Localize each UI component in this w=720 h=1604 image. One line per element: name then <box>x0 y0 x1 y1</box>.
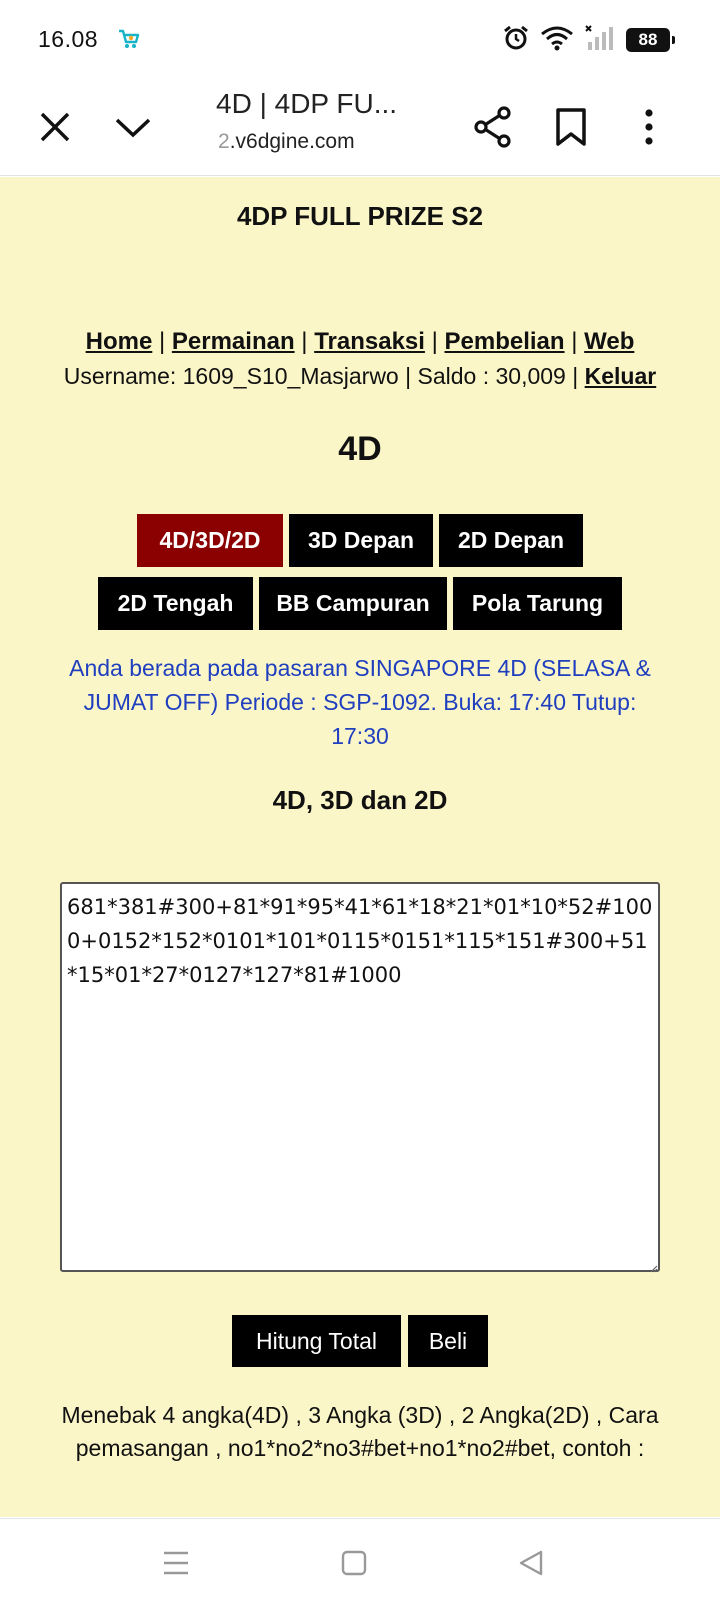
menu-icon[interactable] <box>156 1543 196 1583</box>
wifi-icon <box>540 24 574 57</box>
page-tab-title[interactable]: 4D | 4DP FU... <box>216 88 398 119</box>
address-bar[interactable] <box>218 130 355 154</box>
tab-pola-tarung[interactable]: Pola Tarung <box>453 577 622 630</box>
username-label: Username: <box>63 363 183 389</box>
close-icon[interactable] <box>25 97 85 157</box>
logout-link[interactable]: Keluar <box>584 363 657 389</box>
shopping-app-icon <box>116 26 142 52</box>
nav-link-web[interactable]: Web <box>584 328 635 355</box>
beli-button[interactable]: Beli <box>408 1315 488 1367</box>
bookmark-icon[interactable] <box>541 97 601 157</box>
user-info <box>0 363 720 390</box>
nav-separator: | <box>564 328 585 355</box>
tab-4d-3d-2d[interactable]: 4D/3D/2D <box>137 514 283 567</box>
url-domain: .v6dgine.com <box>229 130 355 153</box>
battery-icon: 88 <box>626 28 670 52</box>
tab-3d-depan[interactable]: 3D Depan <box>289 514 433 567</box>
nav-link-pembelian[interactable]: Pembelian <box>444 328 565 355</box>
bet-input[interactable] <box>60 882 660 1272</box>
site-nav <box>0 328 720 356</box>
game-title: 4D <box>338 430 382 468</box>
back-triangle-icon[interactable] <box>511 1543 551 1583</box>
web-page <box>0 177 720 1517</box>
user-separator: | <box>565 363 585 389</box>
status-time: 16.08 <box>38 26 99 52</box>
tab-bb-campuran[interactable]: BB Campuran <box>259 577 447 630</box>
resize-handle-icon[interactable] <box>648 1260 658 1270</box>
signal-icon <box>584 24 616 57</box>
nav-separator: | <box>294 328 315 355</box>
more-vert-icon[interactable] <box>619 97 679 157</box>
saldo-value: 30,009 <box>495 363 566 389</box>
browser-toolbar <box>0 78 720 176</box>
status-bar <box>0 0 720 78</box>
market-info: Anda berada pada pasaran SINGAPORE 4D (SELASA & JUMAT OFF) Periode : SGP-1092. Buka: 17:40 Tutup: 17:30 <box>69 655 651 749</box>
site-title: 4DP FULL PRIZE S2 <box>236 201 484 231</box>
url-prefix: 2 <box>218 130 230 153</box>
nav-separator: | <box>152 328 172 355</box>
nav-link-home[interactable]: Home <box>85 328 153 355</box>
nav-link-transaksi[interactable]: Transaksi <box>314 328 425 355</box>
home-square-icon[interactable] <box>334 1543 374 1583</box>
tab-2d-depan[interactable]: 2D Depan <box>439 514 583 567</box>
hitung-total-button[interactable]: Hitung Total <box>232 1315 401 1367</box>
chevron-down-icon[interactable] <box>103 97 163 157</box>
section-title: 4D, 3D dan 2D <box>272 785 448 815</box>
alarm-icon <box>502 24 530 57</box>
nav-link-permainan[interactable]: Permainan <box>171 328 295 355</box>
saldo-label: | Saldo : <box>398 363 496 389</box>
nav-separator: | <box>424 328 445 355</box>
tab-2d-tengah[interactable]: 2D Tengah <box>98 577 253 630</box>
share-icon[interactable] <box>463 97 523 157</box>
system-nav-bar <box>0 1518 720 1604</box>
username: 1609_S10_Masjarwo <box>182 363 399 389</box>
instructions-text: Menebak 4 angka(4D) , 3 Angka (3D) , 2 Angka(2D) , Cara pemasangan , no1*no2*no3#bet+no1*no2#bet, contoh : <box>61 1402 659 1461</box>
